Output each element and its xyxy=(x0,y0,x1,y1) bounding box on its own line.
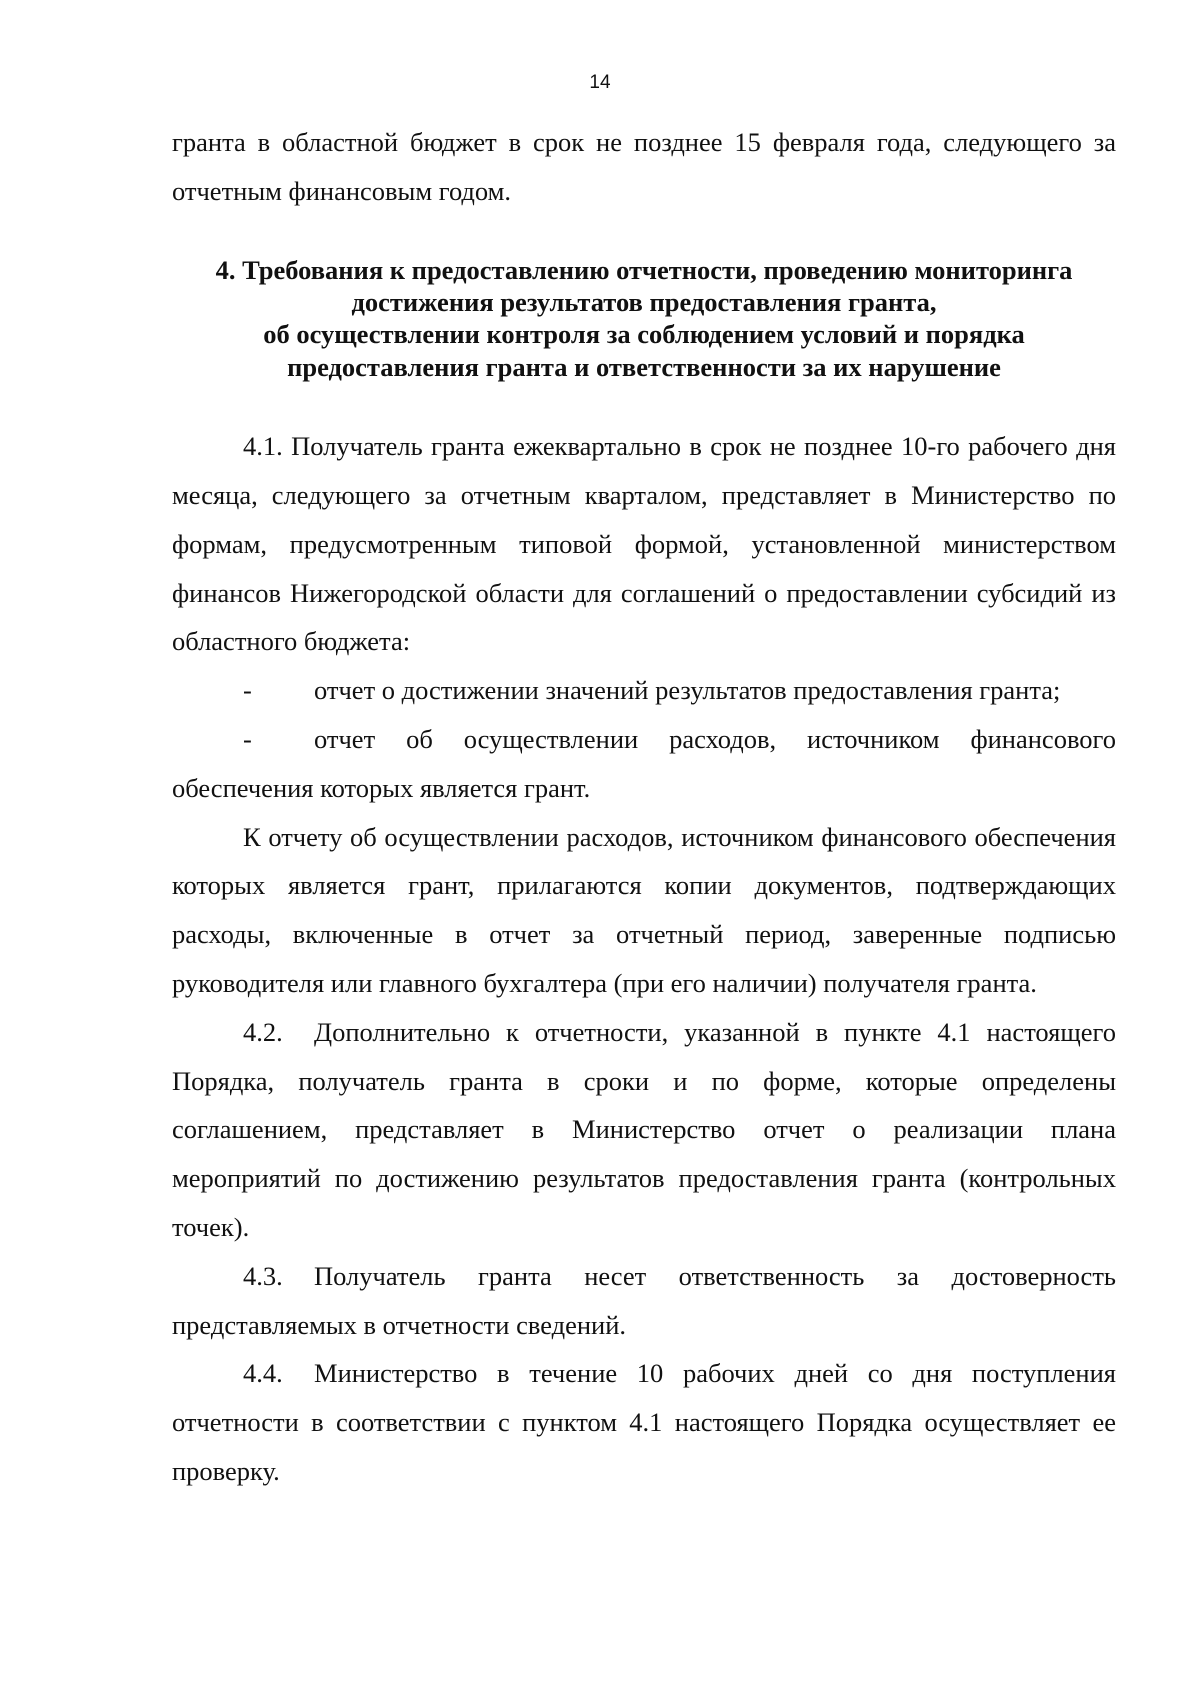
section-heading-line: об осуществлении контроля за соблюдением условий и порядка xyxy=(263,319,1025,350)
list-dash: - xyxy=(243,724,252,754)
section-heading-line: предоставления гранта и ответственности за их нарушение xyxy=(287,351,1001,382)
clause-number: 4.3. xyxy=(243,1260,283,1291)
section-heading-line: достижения результатов предоставления гранта, xyxy=(351,287,937,317)
carryover-paragraph: гранта в областной бюджет в срок не позднее 15 февраля года, следующего за отчетным финансовым годом. xyxy=(172,127,1116,206)
list-item xyxy=(172,666,1116,715)
document-body xyxy=(172,118,1116,1496)
list-dash: - xyxy=(243,675,252,706)
paragraph-4-1: 4.1. Получатель гранта ежеквартально в срок не позднее 10-го рабочего дня месяца, следующего за отчетным кварталом, представляет в Министерство по формам, предусмотренным типовой формой, установленной министерством финансов Нижегородской области для соглашений о предоставлении субсидий из областного бюджета: xyxy=(172,431,1116,657)
section-heading-line: 4. Требования к предоставлению отчетности, проведению мониторинга xyxy=(215,254,1073,285)
list-item-text: отчет о достижении значений результатов предоставления гранта; xyxy=(314,675,1061,706)
clause-text: Дополнительно к отчетности, указанной в пункте 4.1 настоящего Порядка, получатель гранта в сроки и по форме, которые определены соглашением, представляет в Министерство отчет о реализации плана мероприятий по достижению результатов предоставления гранта (контрольных точек). xyxy=(172,1016,1116,1242)
paragraph-4-2 xyxy=(172,1008,1116,1252)
paragraph-4-3 xyxy=(172,1252,1116,1350)
section-heading xyxy=(172,254,1116,384)
clause-number: 4.4. xyxy=(243,1358,283,1389)
clause-number: 4.2. xyxy=(243,1016,283,1047)
paragraph-4-4 xyxy=(172,1349,1116,1495)
paragraph-4-1-documents: К отчету об осуществлении расходов, источником финансового обеспечения которых является грант, прилагаются копии документов, подтверждающих расходы, включенные в отчет за отчетный период, заверенные подписью руководителя или главного бухгалтера (при его наличии) получателя гранта. xyxy=(172,821,1116,998)
clause-text: Министерство в течение 10 рабочих дней со дня поступления отчетности в соответствии с пунктом 4.1 настоящего Порядка осуществляет ее проверку. xyxy=(172,1358,1116,1486)
page-number: 14 xyxy=(589,72,611,93)
clause-text: Получатель гранта несет ответственность за достоверность представляемых в отчетности сведений. xyxy=(172,1260,1116,1340)
list-item xyxy=(172,715,1116,813)
list-item-text: отчет об осуществлении расходов, источником финансового обеспечения которых является грант. xyxy=(172,724,1116,803)
